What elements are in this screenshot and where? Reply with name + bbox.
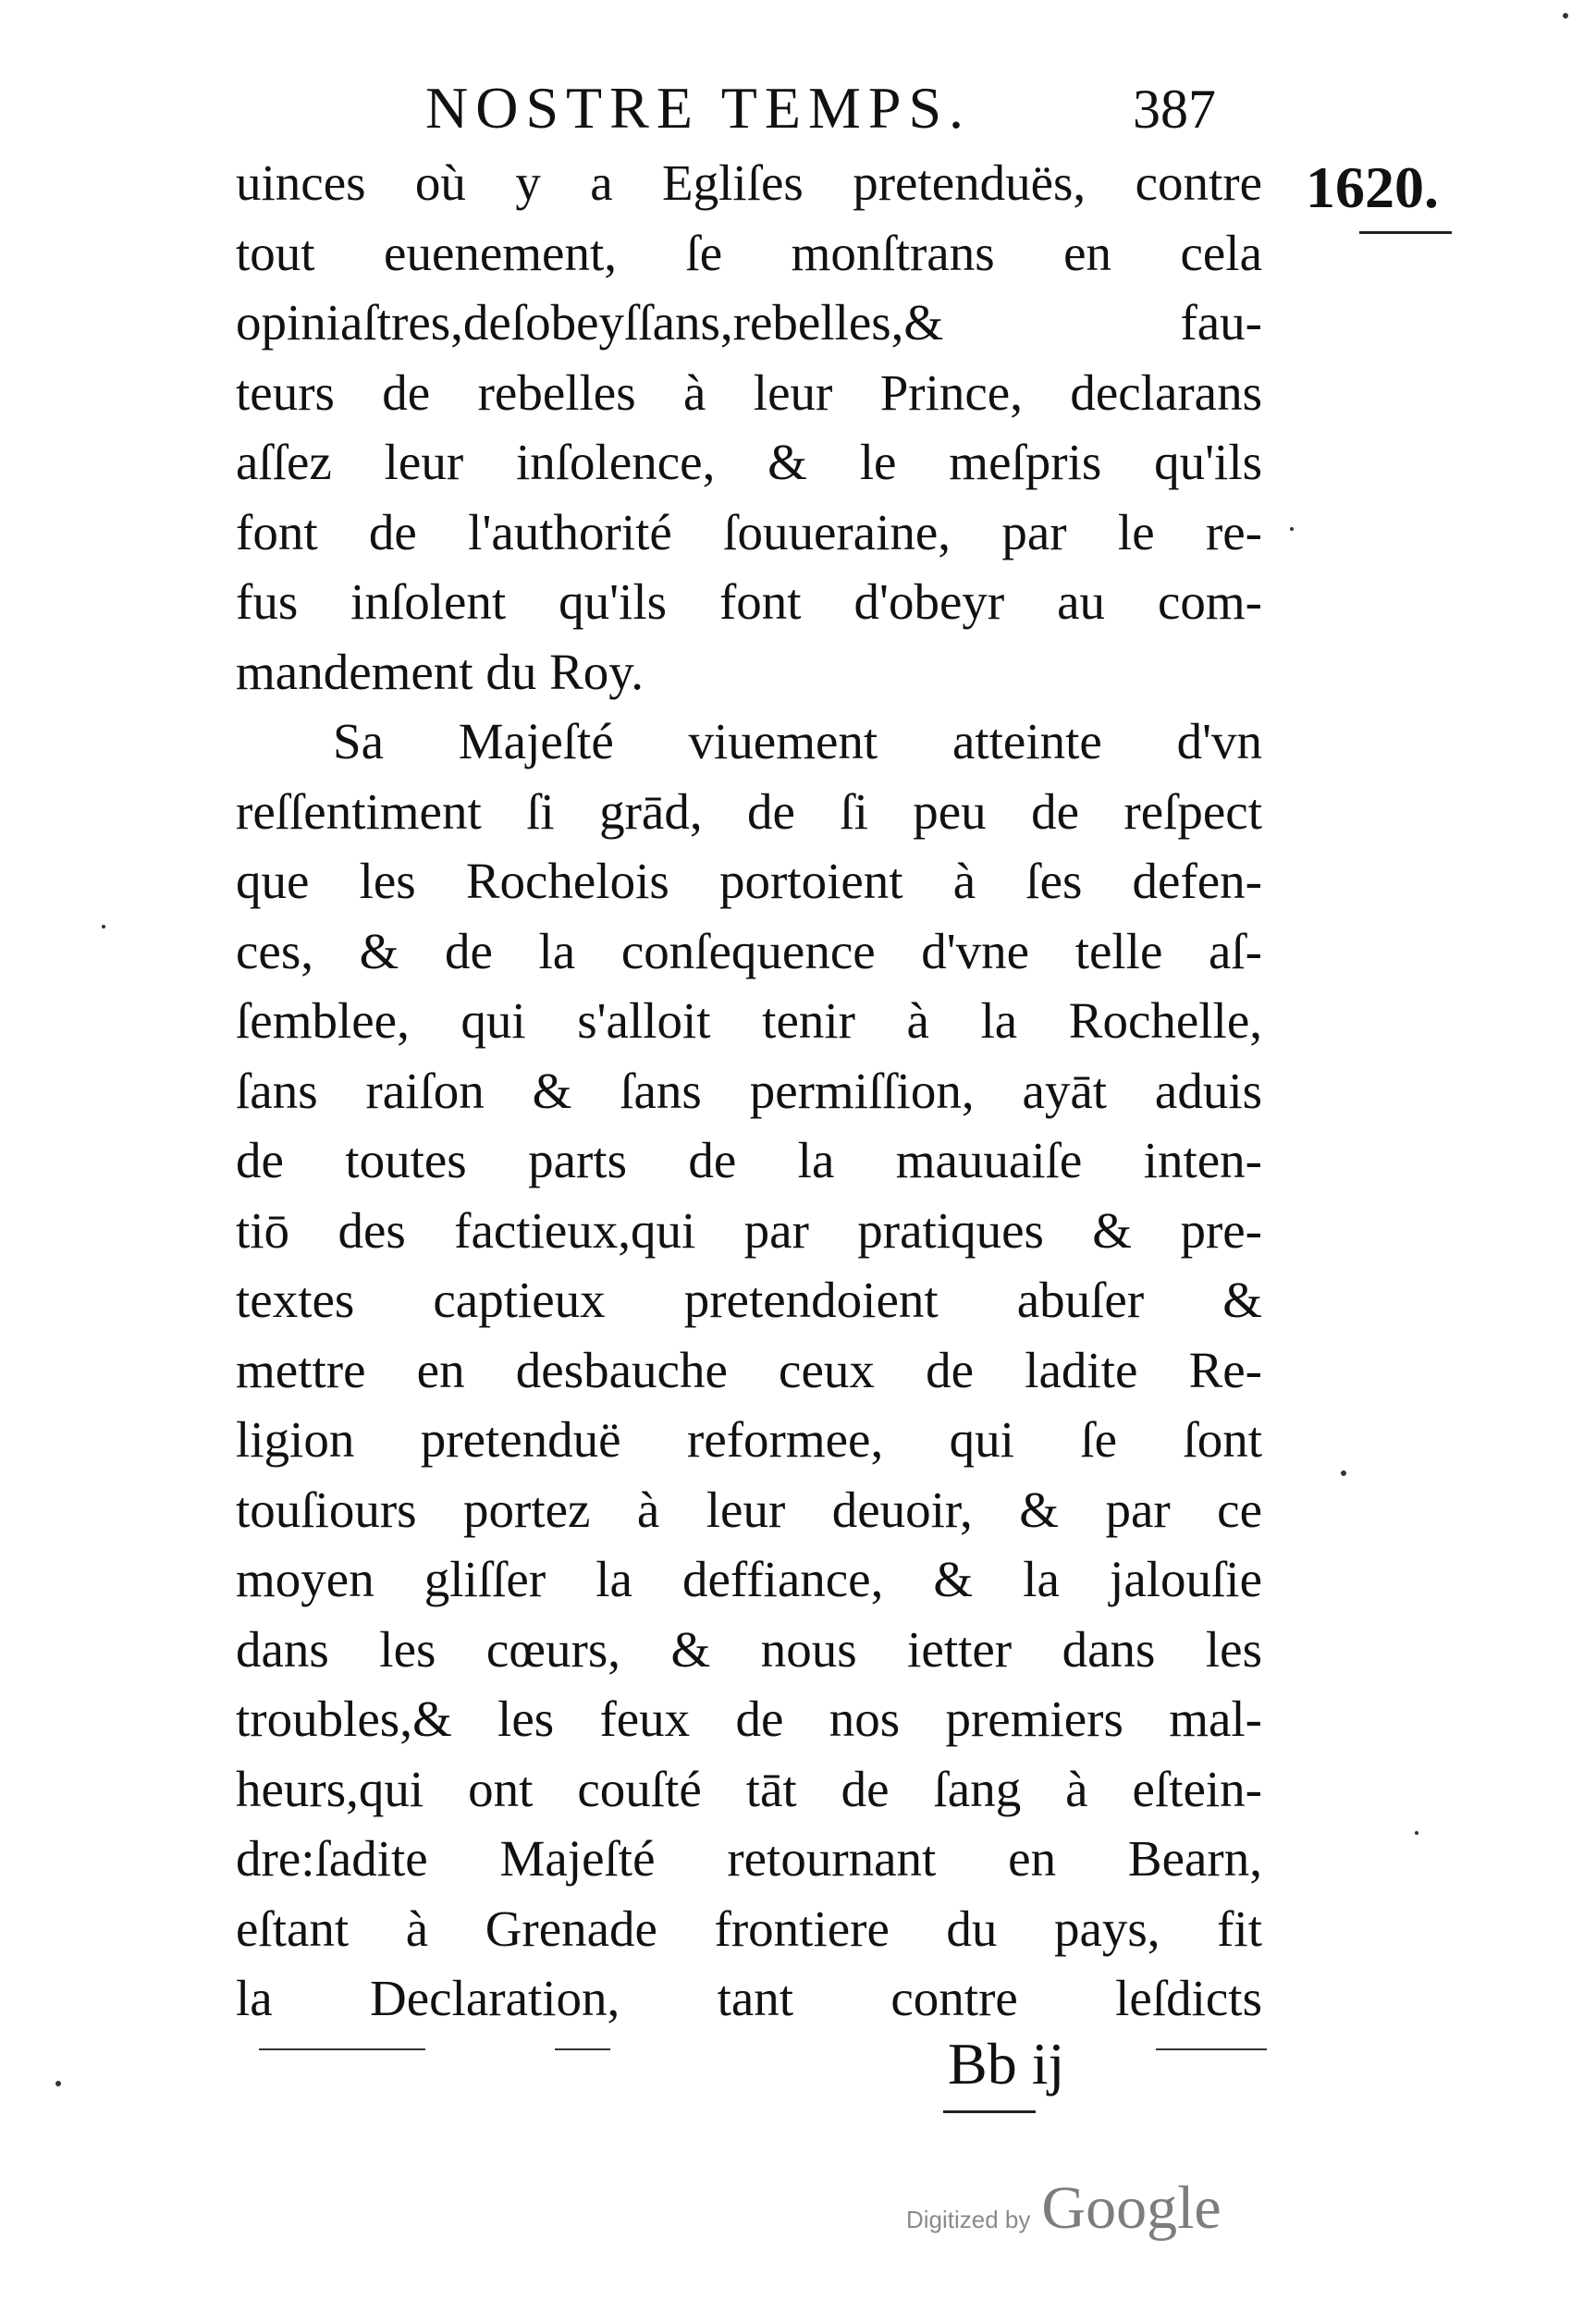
text-line: de toutes parts de la mauuaiſe inten- xyxy=(236,1132,1262,1188)
scan-speck xyxy=(1415,1831,1418,1835)
digitized-by-label: Digitized by xyxy=(906,2206,1031,2233)
text-line: ſemblee, qui s'alloit tenir à la Rochelle, xyxy=(236,992,1262,1049)
text-line: touſiours portez à leur deuoir, & par ce xyxy=(236,1481,1262,1538)
scan-dash xyxy=(259,2048,425,2050)
text-line: troubles,& les feux de nos premiers mal- xyxy=(236,1691,1262,1747)
text-line: tout euenement, ſe monſtrans en cela xyxy=(236,224,1262,281)
text-line: ſans raiſon & ſans permiſſion, ayāt aduis xyxy=(236,1062,1262,1119)
page-number: 387 xyxy=(1133,79,1216,140)
text-line: uinces où y a Egliſes pretenduës, contre xyxy=(236,154,1262,211)
text-line: teurs de rebelles à leur Prince, declarans xyxy=(236,363,1262,421)
scan-speck xyxy=(1341,1470,1346,1476)
text-line: font de l'authorité ſouueraine, par le re- xyxy=(236,503,1262,560)
scan-speck xyxy=(102,925,105,928)
text-line: heurs,qui ont couſté tāt de ſang à eſtein- xyxy=(236,1760,1262,1817)
running-title: NOSTRE TEMPS. xyxy=(425,75,972,141)
text-line: moyen gliſſer la deffiance, & la jalouſie xyxy=(236,1551,1262,1607)
text-line: reſſentiment ſi grād, de ſi peu de reſpect xyxy=(236,782,1262,840)
text-line: mandement du Roy. xyxy=(236,643,644,700)
text-line: dre:ſadite Majeſté retournant en Bearn, xyxy=(236,1830,1262,1887)
text-line: ces, & de la conſequence d'vne telle aſ- xyxy=(236,922,1262,979)
signature-rule xyxy=(943,2110,1036,2113)
margin-year-note: 1620. xyxy=(1306,154,1439,220)
text-line: ligion pretenduë reformee, qui ſe ſont xyxy=(236,1411,1262,1468)
paragraph-start-line: Sa Majeſté viuement atteinte d'vn xyxy=(333,713,1262,769)
margin-rule xyxy=(1359,231,1452,234)
text-line: dans les cœurs, & nous ietter dans les xyxy=(236,1620,1262,1678)
scan-dash xyxy=(1156,2048,1267,2050)
text-line: mettre en desbauche ceux de ladite Re- xyxy=(236,1341,1262,1398)
text-line: fus inſolent qu'ils font d'obeyr au com- xyxy=(236,573,1262,630)
text-line: opiniaſtres,deſobeyſſans,rebelles,& fau- xyxy=(236,294,1262,350)
digitized-by-watermark xyxy=(906,2173,1222,2244)
text-line: la Declaration, tant contre leſdicts xyxy=(236,1970,1262,2026)
scan-speck xyxy=(55,2081,61,2086)
body-text xyxy=(236,148,1262,2034)
text-line: textes captieux pretendoient abuſer & xyxy=(236,1272,1262,1328)
scan-speck xyxy=(1563,13,1568,18)
google-logo: Google xyxy=(1041,2174,1222,2242)
signature-mark: Bb ij xyxy=(948,2031,1065,2097)
text-line: que les Rochelois portoient à ſes defen- xyxy=(236,853,1262,909)
scan-speck xyxy=(1290,527,1294,531)
text-line: tiō des factieux,qui par pratiques & pre- xyxy=(236,1201,1262,1259)
scan-dash xyxy=(555,2048,610,2050)
text-line: eſtant à Grenade frontiere du pays, fit xyxy=(236,1900,1262,1957)
text-line: aſſez leur inſolence, & le meſpris qu'ils xyxy=(236,434,1262,490)
